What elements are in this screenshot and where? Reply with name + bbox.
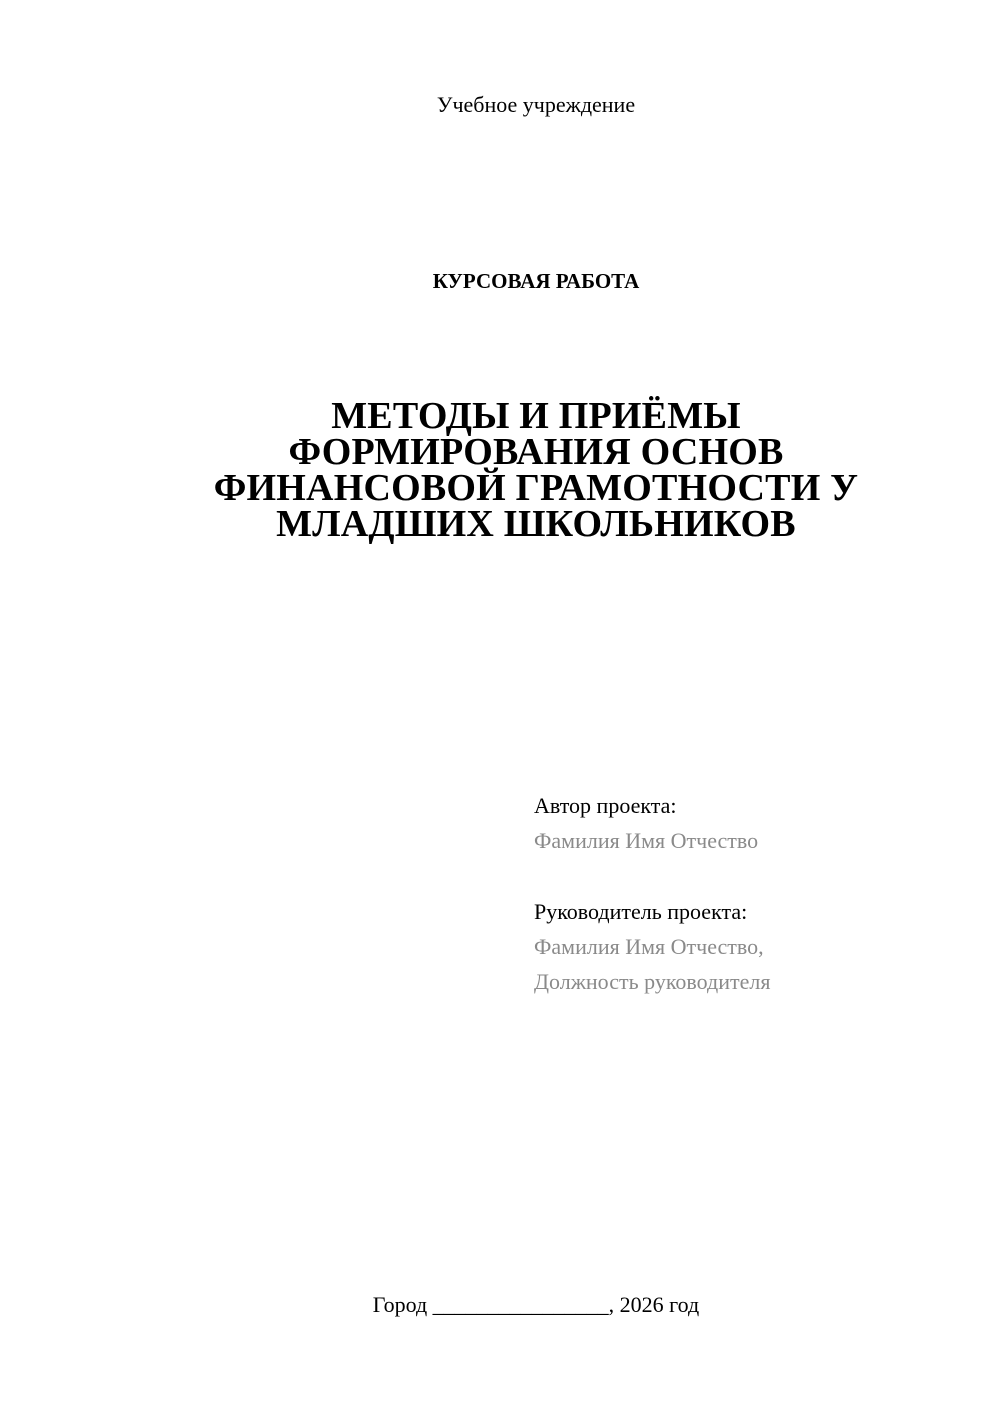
title-line: МЕТОДЫ И ПРИЁМЫ bbox=[331, 395, 741, 437]
credits-block bbox=[534, 788, 964, 999]
author-label: Автор проекта: bbox=[534, 793, 677, 818]
supervisor-name: Фамилия Имя Отчество, bbox=[534, 934, 764, 959]
title-line: МЛАДШИХ ШКОЛЬНИКОВ bbox=[276, 503, 796, 545]
title-line: ФИНАНСОВОЙ ГРАМОТНОСТИ У bbox=[213, 467, 859, 509]
supervisor-position: Должность руководителя bbox=[534, 969, 771, 994]
institution-name: Учебное учреждение bbox=[436, 92, 636, 117]
author-name: Фамилия Имя Отчество bbox=[534, 828, 759, 853]
city-year-footer: Город ________________, 2026 год bbox=[372, 1292, 700, 1317]
work-type-heading: КУРСОВАЯ РАБОТА bbox=[432, 269, 640, 293]
title-line: ФОРМИРОВАНИЯ ОСНОВ bbox=[288, 431, 784, 473]
credits-spacer bbox=[534, 858, 964, 894]
supervisor-label: Руководитель проекта: bbox=[534, 899, 748, 924]
document-title bbox=[190, 395, 882, 545]
